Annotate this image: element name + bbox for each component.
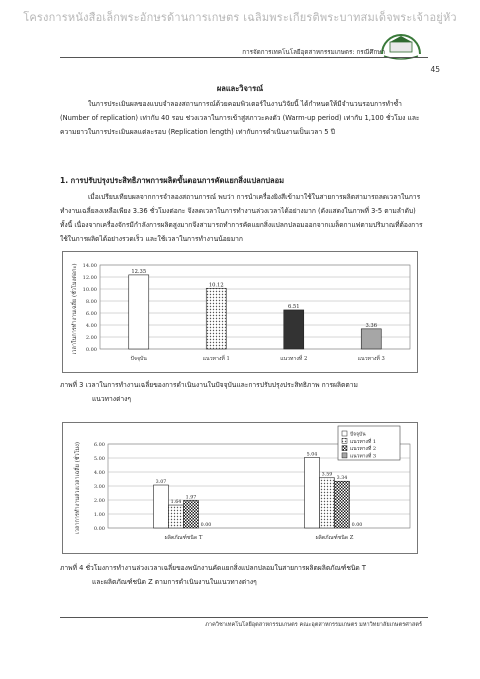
header-title: การจัดการเทคโนโลยีอุตสาหกรรมเกษตร: กรณีศึกษา (242, 49, 385, 56)
y-tick-label: 10.00 (82, 286, 97, 293)
bar-value-label: 5.04 (306, 452, 318, 458)
y-tick-label: 2.00 (93, 497, 105, 504)
legend-swatch (342, 446, 347, 451)
banner-title: โครงการหนังสือเล็กพระอักษรด้านการเกษตร เฉลิมพระเกียรติพระบาทสมเด็จพระเจ้าอยู่หัว (23, 11, 457, 24)
footer-divider (60, 617, 428, 618)
legend-label: แนวทางที่ 3 (350, 453, 377, 460)
subsection-heading: 1. การปรับปรุงประสิทธิภาพการผลิตขั้นตอนการคัดแยกสิ่งแปลกปลอม (60, 176, 285, 185)
y-tick-label: 0.00 (85, 346, 97, 353)
bar-value-label: 12.35 (131, 268, 147, 275)
y-tick-label: 14.00 (82, 262, 97, 269)
legend-label: แนวทางที่ 2 (350, 446, 377, 453)
bar-value-label: 3.36 (365, 322, 378, 329)
bar-value-label: 0.00 (351, 523, 363, 528)
figure3-caption: ภาพที่ 3 เวลาในการทำงานเฉลี่ยของการดำเนินงานในปัจจุบันและการปรับปรุงประสิทธิภาพ การผลิตตาม (60, 381, 358, 389)
bar (335, 481, 350, 528)
figure4-caption-cont: และผลิตภัณฑ์ชนิด Z ตามการดำเนินงานในแนวทางต่างๆ (92, 578, 257, 586)
bar-value-label: 3.34 (336, 476, 348, 482)
figure4-caption: ภาพที่ 4 ชั่วโมงการทำงานล่วงเวลาเฉลี่ยของพนักงานคัดแยกสิ่งแปลกปลอมในสายการผลิตผลิตภัณฑ์ชนิด T (60, 564, 366, 572)
y-axis-label: เวลาการทำงานล่วงเวลาเฉลี่ย (ชั่วโมง) (75, 442, 81, 534)
x-category-label: ปัจจุบัน (130, 356, 147, 362)
y-tick-label: 12.00 (82, 274, 97, 281)
y-tick-label: 1.00 (93, 511, 105, 518)
y-tick-label: 6.00 (93, 441, 105, 448)
section-title: ผลและวิจารณ์ (216, 84, 264, 93)
legend-label: แนวทางที่ 1 (350, 438, 377, 445)
x-category-label: ผลิตภัณฑ์ชนิด T (164, 535, 203, 541)
figure3-caption-cont: แนวทางต่างๆ (92, 395, 132, 403)
page-number: 45 (430, 65, 440, 74)
bar (284, 310, 304, 349)
y-axis-label: เวลาในการทำงานเฉลี่ย (ชั่วโมงต่อกะ) (72, 263, 78, 355)
chart-overtime-hours (62, 422, 418, 554)
y-tick-label: 2.00 (85, 334, 97, 341)
y-tick-label: 0.00 (93, 525, 105, 532)
legend-label: ปัจจุบัน (350, 431, 366, 438)
y-tick-label: 6.00 (85, 310, 97, 317)
bar (184, 500, 199, 528)
bar (129, 275, 149, 349)
bar (305, 457, 320, 528)
x-category-label: แนวทางที่ 1 (202, 356, 230, 362)
x-category-label: ผลิตภัณฑ์ชนิด Z (315, 535, 354, 541)
header-divider (60, 57, 428, 58)
bar-value-label: 6.51 (287, 303, 300, 310)
bar-value-label: 1.64 (170, 500, 182, 506)
x-category-label: แนวทางที่ 3 (357, 356, 385, 362)
bar-value-label: 1.97 (185, 495, 197, 501)
x-category-label: แนวทางที่ 2 (280, 356, 308, 362)
bar-value-label: 0.00 (200, 523, 212, 528)
footer-text: ภาควิชาเทคโนโลยีอุตสาหกรรมเกษตร คณะอุตสาหกรรมเกษตร มหาวิทยาลัยเกษตรศาสตร์ (205, 622, 422, 628)
bar (154, 485, 169, 528)
bar (320, 478, 335, 528)
legend-swatch (342, 431, 347, 436)
chart-average-work-time (62, 251, 418, 373)
bar (169, 505, 184, 528)
y-tick-label: 3.00 (93, 483, 105, 490)
paragraph-methods: ในการประเมินผลของแบบจำลองสถานการณ์ด้วยคอมพิวเตอร์ในงานวิจัยนี้ ได้กำหนดให้มีจำนวนรอบการทำซ้ำ (Number of replication) เท่ากับ 40 รอบ ช่วงเวลาในการเข้าสู่สภาวะคงตัว (Warm-up period) เท่ากับ 1,100 ชั่วโมง และความยาวในการประเมินผลแต่ละรอบ (Replication length) เท่ากับการดำเนินงานเป็นเวลา 5 ปี (60, 100, 420, 136)
y-tick-label: 4.00 (85, 322, 97, 329)
university-logo (378, 28, 424, 64)
bar-value-label: 10.12 (208, 282, 224, 289)
bar-value-label: 3.07 (155, 480, 167, 486)
y-tick-label: 5.00 (93, 455, 105, 462)
legend-swatch (342, 438, 347, 443)
legend-swatch (342, 453, 347, 458)
bar-value-label: 3.59 (321, 472, 333, 478)
bar (206, 288, 226, 349)
y-tick-label: 8.00 (85, 298, 97, 305)
bar (361, 329, 381, 349)
paragraph-results: เมื่อเปรียบเทียบผลจากการจำลองสถานการณ์ พบว่า การนำเครื่องยิงสีเข้ามาใช้ในสายการผลิตสามารถลดเวลาในการทำงานเฉลี่ยลงเหลือเพียง 3.36 ชั่วโมงต่อกะ จึงลดเวลาในการทำงานล่วงเวลาได้อย่างมาก (ดังแสดงในภาพที่ 3-5 ตามลำดับ) ทั้งนี้ เนื่องจากเครื่องจักรมีกำลังการผลิตสูงมากจึงสามารถทำการคัดแยกสิ่งแปลกปลอมออกจากเมล็ดกาแฟตามปริมาณที่ต้องการใช้ในการผลิตได้อย่างรวดเร็ว และใช้เวลาในการทำงานน้อยมาก (60, 193, 423, 243)
y-tick-label: 4.00 (93, 469, 105, 476)
